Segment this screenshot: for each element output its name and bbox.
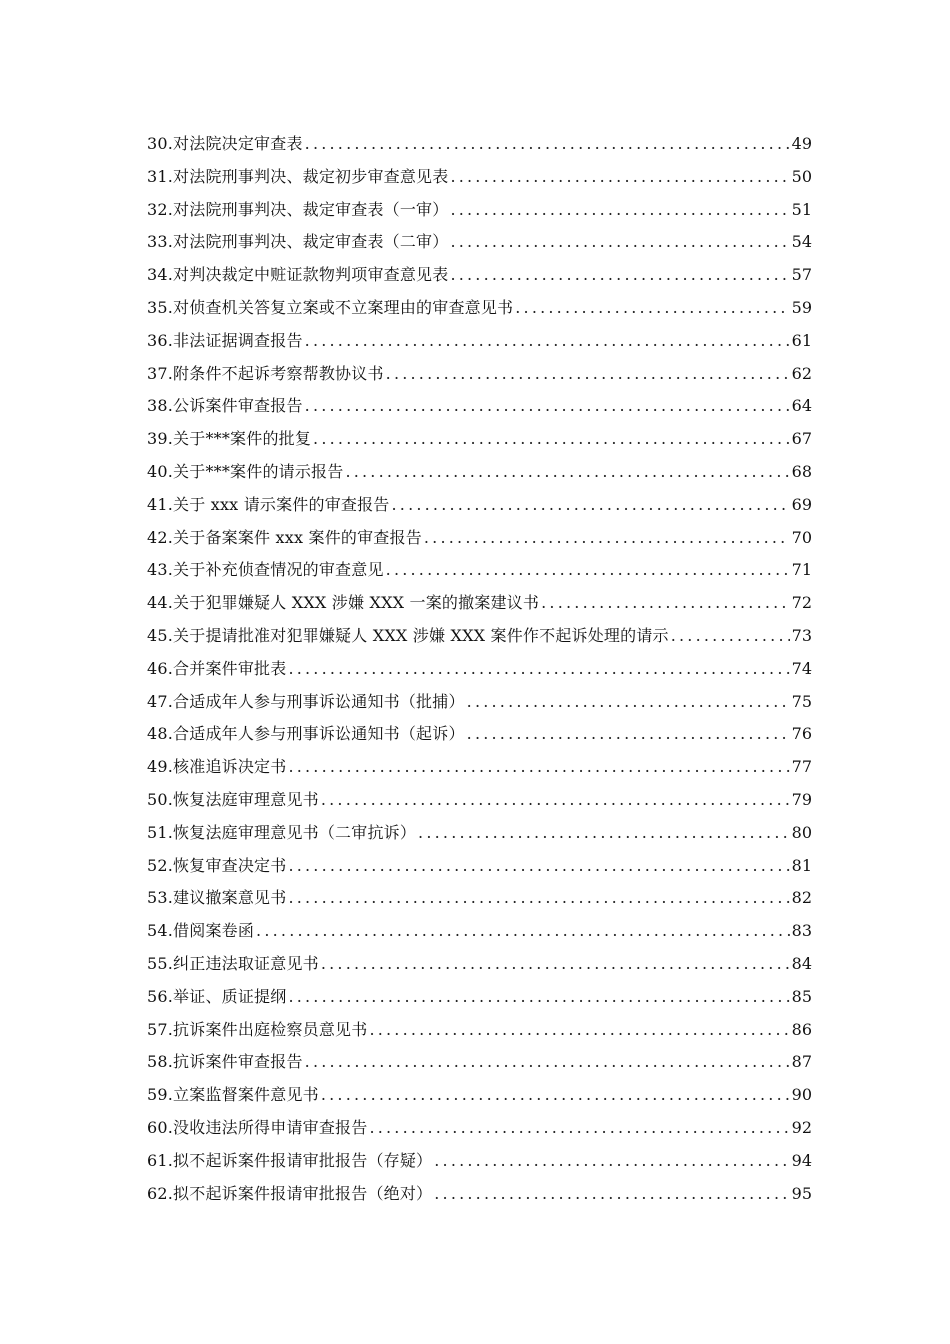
toc-dot-leader	[321, 948, 790, 981]
toc-dot-leader	[434, 1178, 789, 1211]
toc-dot-leader	[424, 522, 790, 555]
toc-entry[interactable]	[147, 653, 812, 686]
toc-entry[interactable]	[147, 882, 812, 915]
toc-entry-page-number: 80	[791, 822, 812, 842]
toc-entry-page-number: 57	[791, 265, 812, 285]
toc-entry[interactable]	[147, 423, 812, 456]
toc-entry-title: 47.合适成年人参与刑事诉讼通知书（批捕）	[147, 691, 465, 711]
toc-entry[interactable]	[147, 817, 812, 850]
toc-entry-page-number: 79	[791, 789, 812, 809]
toc-entry-page-number: 95	[791, 1183, 812, 1203]
toc-dot-leader	[369, 1014, 789, 1047]
toc-dot-leader	[321, 784, 790, 817]
toc-entry-page-number: 87	[791, 1052, 812, 1072]
toc-entry-title: 42.关于备案案件 xxx 案件的审查报告	[147, 527, 422, 547]
toc-dot-leader	[392, 489, 790, 522]
toc-entry-page-number: 82	[791, 888, 812, 908]
toc-entry-page-number: 76	[791, 724, 812, 744]
toc-dot-leader	[418, 817, 790, 850]
toc-entry[interactable]	[147, 456, 812, 489]
toc-dot-leader	[288, 850, 789, 883]
toc-dot-leader	[450, 226, 789, 259]
toc-entry-title: 43.关于补充侦查情况的审查意见	[147, 560, 384, 580]
toc-entry-page-number: 69	[791, 494, 812, 514]
toc-entry[interactable]	[147, 259, 812, 292]
toc-entry[interactable]	[147, 915, 812, 948]
toc-dot-leader	[467, 718, 790, 751]
toc-dot-leader	[467, 686, 790, 719]
toc-entry[interactable]	[147, 850, 812, 883]
toc-entry[interactable]	[147, 128, 812, 161]
toc-dot-leader	[450, 259, 789, 292]
toc-entry-page-number: 92	[791, 1117, 812, 1137]
toc-entry-title: 60.没收违法所得申请审查报告	[147, 1117, 368, 1137]
toc-entry[interactable]	[147, 390, 812, 423]
toc-dot-leader	[515, 292, 789, 325]
toc-entry[interactable]	[147, 784, 812, 817]
toc-entry[interactable]	[147, 161, 812, 194]
toc-dot-leader	[305, 325, 790, 358]
toc-entry[interactable]	[147, 358, 812, 391]
toc-dot-leader	[305, 390, 790, 423]
toc-entry-title: 51.恢复法庭审理意见书（二审抗诉）	[147, 822, 417, 842]
toc-entry-title: 62.拟不起诉案件报请审批报告（绝对）	[147, 1183, 433, 1203]
toc-entry-page-number: 83	[791, 921, 812, 941]
toc-dot-leader	[369, 1112, 789, 1145]
toc-entry[interactable]	[147, 1079, 812, 1112]
toc-entry-title: 39.关于***案件的批复	[147, 429, 312, 449]
toc-entry-page-number: 64	[791, 396, 812, 416]
toc-entry[interactable]	[147, 554, 812, 587]
toc-entry-title: 46.合并案件审批表	[147, 658, 287, 678]
toc-entry-page-number: 77	[791, 757, 812, 777]
toc-entry-title: 36.非法证据调查报告	[147, 330, 303, 350]
toc-entry-page-number: 68	[791, 461, 812, 481]
toc-entry-title: 54.借阅案卷函	[147, 921, 255, 941]
toc-entry[interactable]	[147, 1046, 812, 1079]
toc-entry-page-number: 90	[791, 1085, 812, 1105]
toc-entry-page-number: 94	[791, 1150, 812, 1170]
toc-entry[interactable]	[147, 751, 812, 784]
toc-entry-title: 53.建议撤案意见书	[147, 888, 287, 908]
toc-entry-title: 58.抗诉案件审查报告	[147, 1052, 303, 1072]
toc-entry[interactable]	[147, 718, 812, 751]
toc-entry[interactable]	[147, 981, 812, 1014]
toc-entry-title: 45.关于提请批准对犯罪嫌疑人 XXX 涉嫌 XXX 案件作不起诉处理的请示	[147, 625, 669, 645]
toc-entry[interactable]	[147, 1112, 812, 1145]
toc-entry-page-number: 62	[791, 363, 812, 383]
toc-dot-leader	[256, 915, 790, 948]
toc-entry-page-number: 51	[791, 199, 812, 219]
toc-entry-page-number: 86	[791, 1019, 812, 1039]
toc-entry[interactable]	[147, 292, 812, 325]
toc-dot-leader	[321, 1079, 790, 1112]
toc-entry-title: 38.公诉案件审查报告	[147, 396, 303, 416]
toc-entry-page-number: 70	[791, 527, 812, 547]
toc-entry[interactable]	[147, 1014, 812, 1047]
toc-entry-title: 48.合适成年人参与刑事诉讼通知书（起诉）	[147, 724, 465, 744]
toc-entry-page-number: 71	[791, 560, 812, 580]
toc-entry-title: 59.立案监督案件意见书	[147, 1085, 319, 1105]
toc-entry-title: 56.举证、质证提纲	[147, 986, 287, 1006]
toc-entry[interactable]	[147, 948, 812, 981]
toc-dot-leader	[434, 1145, 789, 1178]
toc-dot-leader	[288, 882, 789, 915]
toc-dot-leader	[288, 981, 789, 1014]
toc-entry[interactable]	[147, 325, 812, 358]
toc-entry-title: 50.恢复法庭审理意见书	[147, 789, 319, 809]
toc-entry-page-number: 81	[791, 855, 812, 875]
toc-entry-title: 31.对法院刑事判决、裁定初步审查意见表	[147, 166, 449, 186]
toc-entry-title: 34.对判决裁定中赃证款物判项审查意见表	[147, 265, 449, 285]
toc-dot-leader	[305, 128, 790, 161]
toc-dot-leader	[450, 194, 789, 227]
toc-entry-title: 37.附条件不起诉考察帮教协议书	[147, 363, 384, 383]
toc-entry[interactable]	[147, 620, 812, 653]
toc-entry-page-number: 73	[791, 625, 812, 645]
toc-dot-leader	[305, 1046, 790, 1079]
toc-entry-page-number: 85	[791, 986, 812, 1006]
toc-entry[interactable]	[147, 226, 812, 259]
toc-entry-title: 30.对法院决定审查表	[147, 134, 303, 153]
toc-entry[interactable]	[147, 1145, 812, 1178]
toc-entry[interactable]	[147, 1178, 812, 1211]
toc-entry-page-number: 74	[791, 658, 812, 678]
toc-entry-page-number: 67	[791, 429, 812, 449]
toc-entry[interactable]	[147, 686, 812, 719]
toc-entry-title: 52.恢复审查决定书	[147, 855, 287, 875]
toc-dot-leader	[345, 456, 789, 489]
toc-entry-title: 57.抗诉案件出庭检察员意见书	[147, 1019, 368, 1039]
toc-entry-page-number: 54	[791, 232, 812, 252]
toc-dot-leader	[288, 751, 789, 784]
toc-entry-title: 33.对法院刑事判决、裁定审查表（二审）	[147, 232, 449, 252]
toc-entry-page-number: 84	[791, 953, 812, 973]
toc-dot-leader	[288, 653, 789, 686]
toc-entry-title: 35.对侦查机关答复立案或不立案理由的审查意见书	[147, 297, 514, 317]
toc-entry-title: 55.纠正违法取证意见书	[147, 953, 319, 973]
toc-dot-leader	[313, 423, 790, 456]
toc-entry-page-number: 72	[791, 593, 812, 613]
toc-entry[interactable]	[147, 587, 812, 620]
toc-entry-title: 44.关于犯罪嫌疑人 XXX 涉嫌 XXX 一案的撤案建议书	[147, 593, 540, 613]
toc-entry[interactable]	[147, 489, 812, 522]
toc-dot-leader	[450, 161, 789, 194]
toc-entry-page-number: 49	[791, 134, 812, 153]
toc-dot-leader	[671, 620, 790, 653]
toc-entry-title: 41.关于 xxx 请示案件的审查报告	[147, 494, 390, 514]
toc-entry-page-number: 50	[791, 166, 812, 186]
toc-entry-page-number: 61	[791, 330, 812, 350]
toc-entry-title: 32.对法院刑事判决、裁定审查表（一审）	[147, 199, 449, 219]
toc-dot-leader	[386, 554, 790, 587]
toc-entry-title: 40.关于***案件的请示报告	[147, 461, 344, 481]
toc-entry[interactable]	[147, 194, 812, 227]
toc-entry-page-number: 75	[791, 691, 812, 711]
toc-entry-page-number: 59	[791, 297, 812, 317]
table-of-contents	[147, 128, 812, 1210]
toc-entry[interactable]	[147, 522, 812, 555]
toc-dot-leader	[541, 587, 790, 620]
toc-dot-leader	[386, 358, 790, 391]
toc-entry-title: 61.拟不起诉案件报请审批报告（存疑）	[147, 1150, 433, 1170]
toc-entry-title: 49.核准追诉决定书	[147, 757, 287, 777]
